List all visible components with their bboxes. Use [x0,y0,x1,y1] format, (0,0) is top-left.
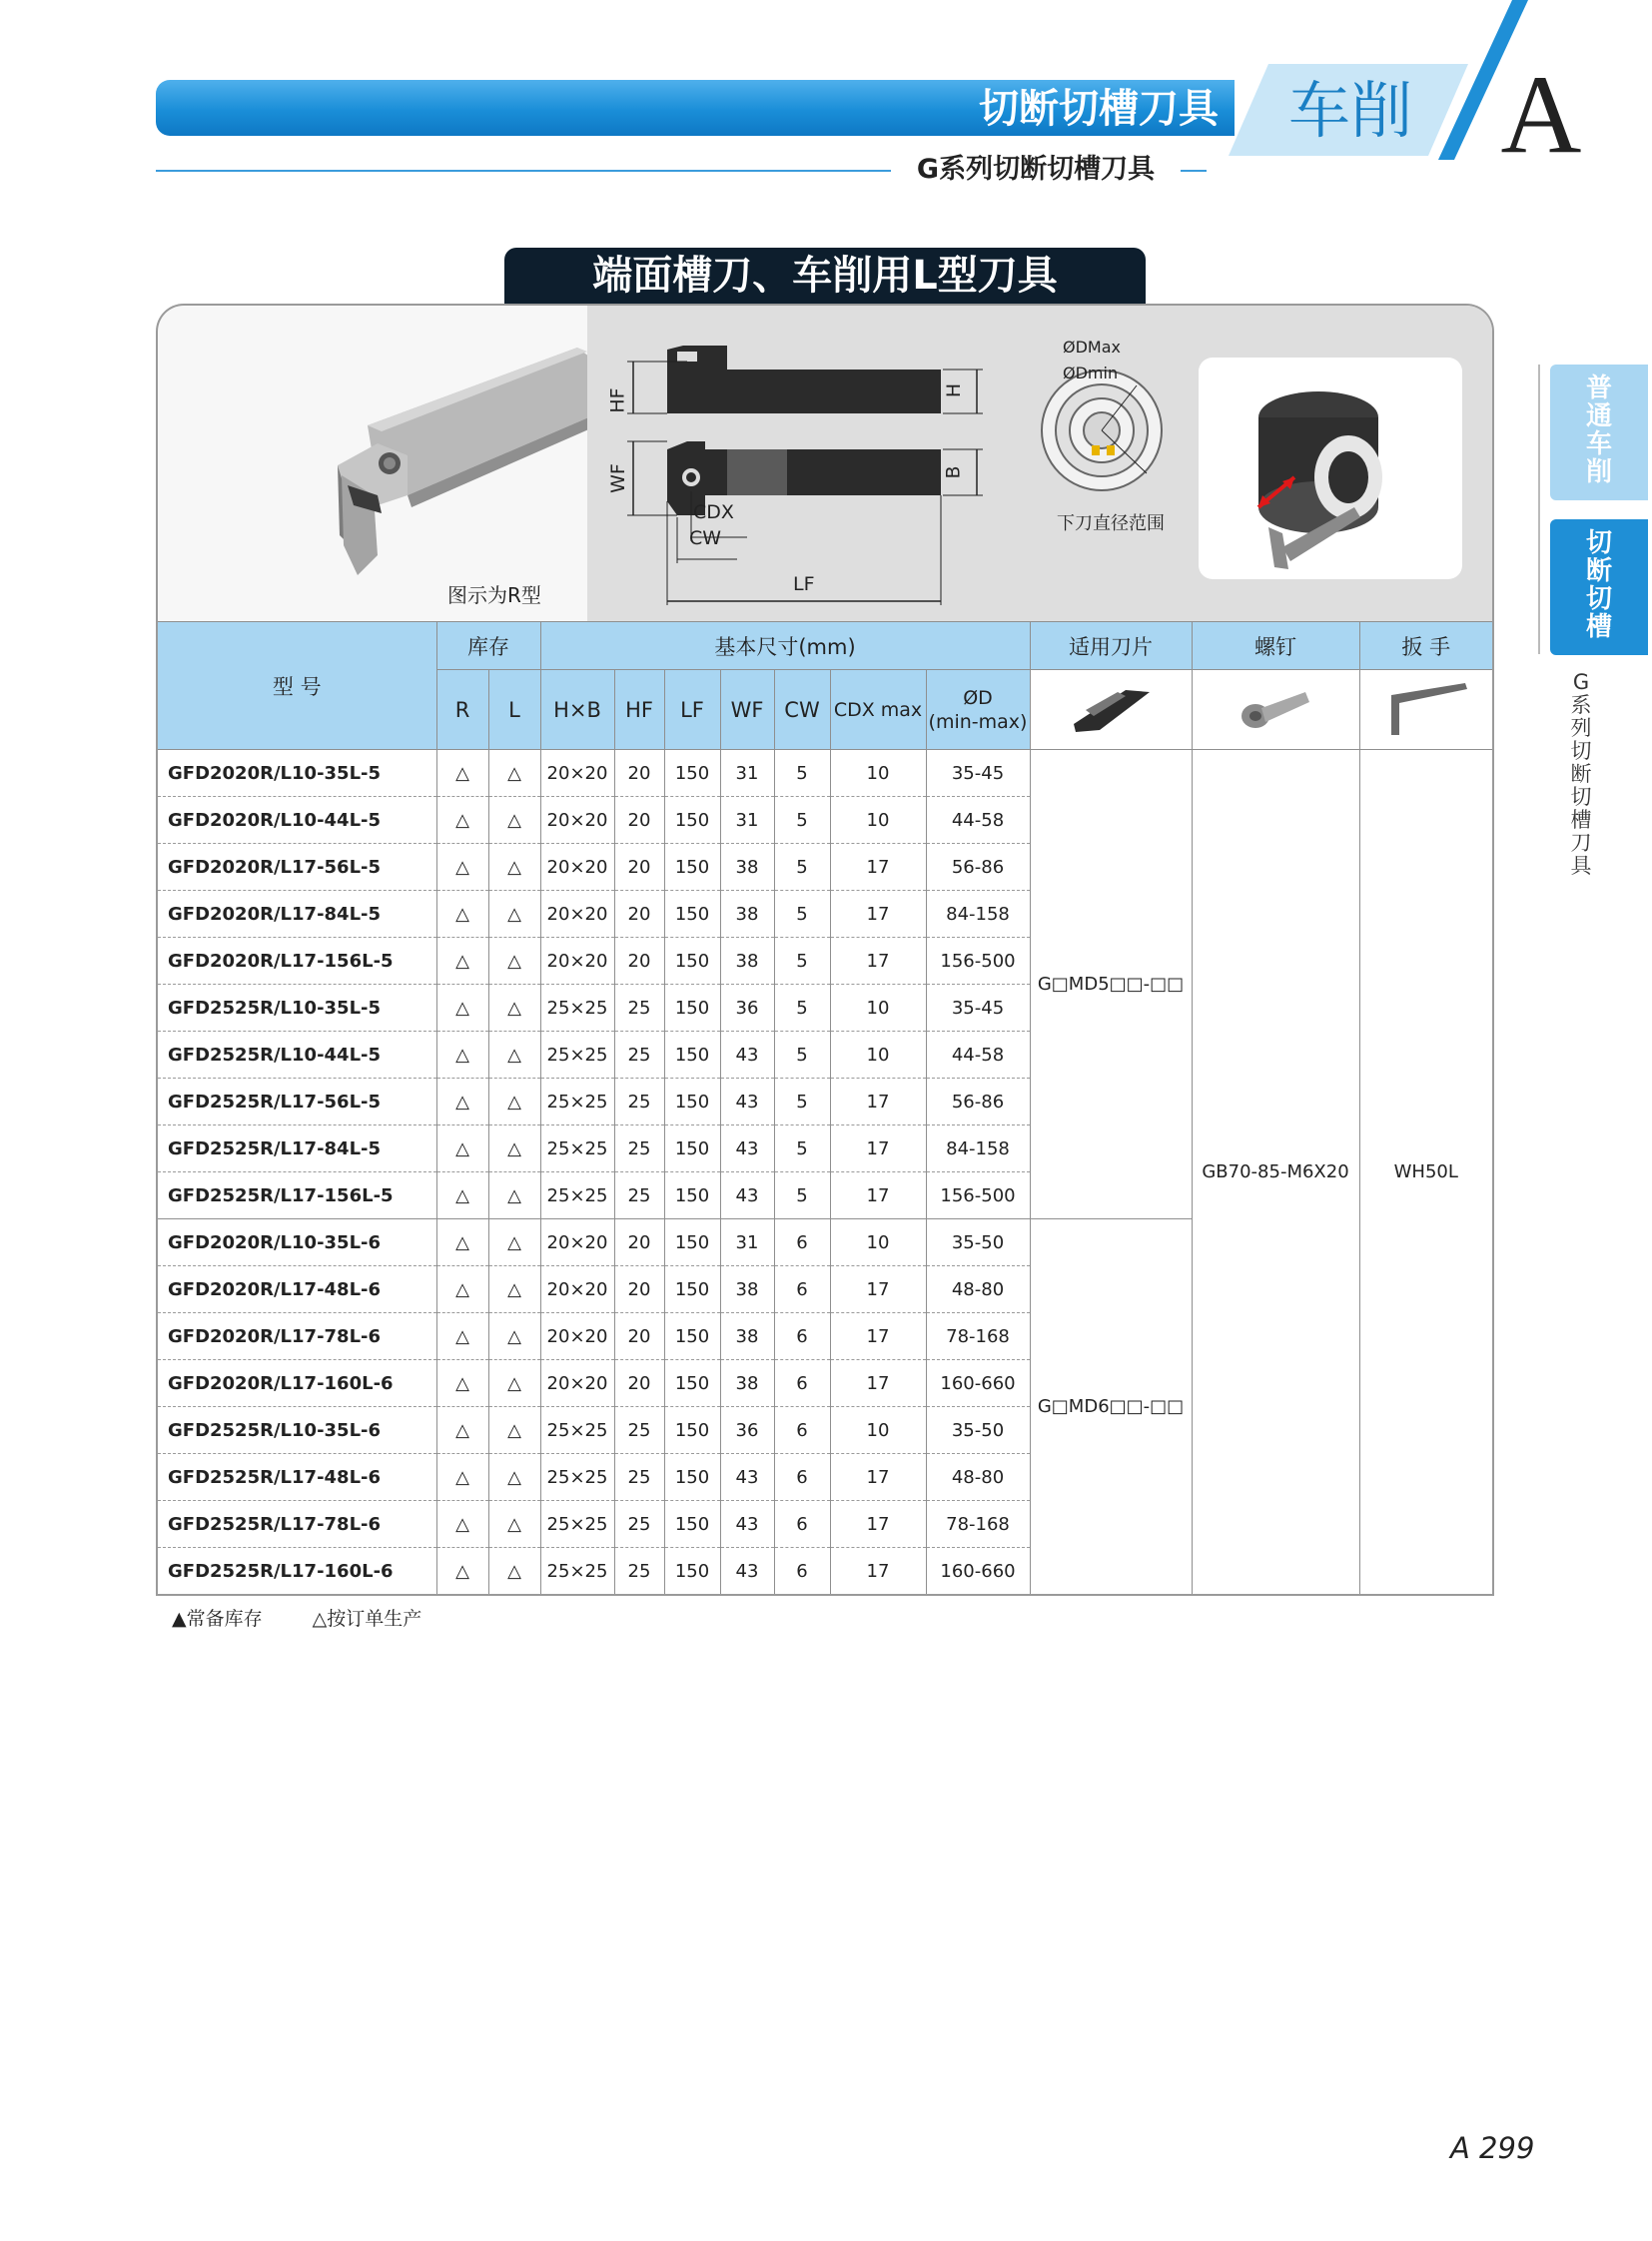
cdx-cell: 17 [830,938,926,985]
l-cell: △ [488,1501,540,1548]
model-cell: GFD2525R/L17-84L-5 [157,1125,436,1172]
model-cell: GFD2525R/L17-78L-6 [157,1501,436,1548]
page-subtitle: G系列切断切槽刀具 [891,150,1181,190]
page-title: 切断切槽刀具 [979,86,1219,132]
lf-cell: 150 [664,1125,720,1172]
model-cell: GFD2020R/L10-35L-6 [157,1219,436,1266]
l-cell: △ [488,1125,540,1172]
d-cell: 84-158 [926,1125,1030,1172]
wf-cell: 38 [720,844,774,891]
wrench-icon [1381,675,1471,739]
col-wf-header: WF [720,670,774,750]
hf-cell: 25 [614,1454,664,1501]
tool-holder-illustration [278,346,597,575]
d-cell: 35-50 [926,1407,1030,1454]
legend-order: △按订单生产 [312,1608,422,1630]
col-d-header [926,670,1030,750]
l-cell: △ [488,1266,540,1313]
screw-cell: GB70-85-M6X20 [1192,750,1359,1596]
wf-cell: 38 [720,891,774,938]
lf-cell: 150 [664,1219,720,1266]
model-cell: GFD2525R/L17-56L-5 [157,1079,436,1125]
wf-cell: 43 [720,1079,774,1125]
cdx-cell: 17 [830,1125,926,1172]
r-cell: △ [436,1313,488,1360]
legend [172,1604,465,1631]
insert-icon [1066,680,1156,734]
hxb-cell: 25×25 [540,1032,614,1079]
diameter-range-diagram [1037,366,1167,495]
hf-cell: 25 [614,1407,664,1454]
tab-grooving[interactable] [1550,519,1648,655]
r-cell: △ [436,750,488,797]
cw-cell: 5 [774,844,830,891]
hf-cell: 20 [614,891,664,938]
model-cell: GFD2525R/L10-35L-6 [157,1407,436,1454]
l-cell: △ [488,938,540,985]
cdx-cell: 17 [830,1266,926,1313]
side-caption: G系列切断切槽刀具 [1570,670,1592,878]
hf-cell: 25 [614,1125,664,1172]
table-row [157,750,1493,797]
col-hf-header: HF [614,670,664,750]
hf-cell: 20 [614,938,664,985]
col-screw-header: 螺钉 [1192,622,1359,670]
drawing-area [587,306,1492,623]
screw-image-cell [1192,670,1359,750]
l-cell: △ [488,985,540,1032]
wrench-image-cell [1359,670,1493,750]
cw-cell: 5 [774,1125,830,1172]
wf-cell: 43 [720,1125,774,1172]
hxb-cell: 20×20 [540,891,614,938]
hf-cell: 25 [614,1501,664,1548]
d-cell: 56-86 [926,844,1030,891]
model-cell: GFD2020R/L10-44L-5 [157,797,436,844]
col-stock-header: 库存 [436,622,540,670]
wf-cell: 38 [720,938,774,985]
dim-h-label: H [943,382,966,398]
cdx-cell: 10 [830,1219,926,1266]
d-cell: 48-80 [926,1266,1030,1313]
col-lf-header: LF [664,670,720,750]
col-insert-header: 适用刀片 [1030,622,1192,670]
l-cell: △ [488,1032,540,1079]
d-cell: 156-500 [926,938,1030,985]
insert-cell: G□MD6□□-□□ [1030,1219,1192,1596]
wf-cell: 31 [720,1219,774,1266]
model-cell: GFD2020R/L17-84L-5 [157,891,436,938]
lf-cell: 150 [664,797,720,844]
model-cell: GFD2525R/L17-160L-6 [157,1548,436,1596]
wf-cell: 38 [720,1266,774,1313]
range-caption: 下刀直径范围 [1057,513,1165,534]
col-hxb-header: H×B [540,670,614,750]
dim-cw-label: CW [689,527,722,549]
col-l-header: L [488,670,540,750]
col-dims-header: 基本尺寸(mm) [540,622,1030,670]
tab-divider [1538,365,1540,654]
l-cell: △ [488,1219,540,1266]
cdx-cell: 17 [830,1360,926,1407]
r-cell: △ [436,985,488,1032]
col-wrench-header: 扳 手 [1359,622,1493,670]
lf-cell: 150 [664,891,720,938]
hxb-cell: 20×20 [540,1219,614,1266]
r-cell: △ [436,1501,488,1548]
dim-cdx-label: CDX [693,501,734,523]
dim-b-label: B [942,465,965,479]
spec-table-body [157,750,1493,1596]
hxb-cell: 25×25 [540,1407,614,1454]
col-r-header: R [436,670,488,750]
hxb-cell: 25×25 [540,1548,614,1596]
r-cell: △ [436,1454,488,1501]
hxb-cell: 20×20 [540,844,614,891]
hf-cell: 20 [614,750,664,797]
col-d-symbol: ØD [963,686,993,709]
cdx-cell: 10 [830,1032,926,1079]
wf-cell: 36 [720,1407,774,1454]
r-cell: △ [436,1548,488,1596]
d-cell: 35-45 [926,985,1030,1032]
r-cell: △ [436,1172,488,1219]
cw-cell: 5 [774,891,830,938]
d-cell: 84-158 [926,891,1030,938]
lf-cell: 150 [664,1079,720,1125]
hf-cell: 25 [614,985,664,1032]
legend-stock: ▲常备库存 [172,1608,263,1630]
cw-cell: 5 [774,938,830,985]
l-cell: △ [488,1360,540,1407]
l-cell: △ [488,1454,540,1501]
tab-grooving-label: 切断切槽 [1585,528,1612,642]
hxb-cell: 20×20 [540,1360,614,1407]
hxb-cell: 25×25 [540,985,614,1032]
cdx-cell: 10 [830,797,926,844]
wf-cell: 38 [720,1313,774,1360]
r-cell: △ [436,1125,488,1172]
wf-cell: 31 [720,797,774,844]
hf-cell: 20 [614,1313,664,1360]
cw-cell: 6 [774,1266,830,1313]
l-cell: △ [488,750,540,797]
wf-cell: 36 [720,985,774,1032]
cw-cell: 5 [774,1172,830,1219]
figure-caption: 图示为R型 [447,583,541,607]
lf-cell: 150 [664,844,720,891]
hxb-cell: 20×20 [540,938,614,985]
wf-cell: 43 [720,1548,774,1596]
lf-cell: 150 [664,1501,720,1548]
cw-cell: 5 [774,797,830,844]
tab-general-turning[interactable] [1550,365,1648,500]
cw-cell: 6 [774,1407,830,1454]
cdx-cell: 10 [830,985,926,1032]
hxb-cell: 25×25 [540,1079,614,1125]
r-cell: △ [436,1079,488,1125]
d-cell: 160-660 [926,1548,1030,1596]
wf-cell: 43 [720,1032,774,1079]
model-cell: GFD2525R/L17-48L-6 [157,1454,436,1501]
dim-wf-label: WF [606,463,629,493]
model-cell: GFD2020R/L17-78L-6 [157,1313,436,1360]
l-cell: △ [488,1313,540,1360]
model-cell: GFD2020R/L17-156L-5 [157,938,436,985]
section-letter: A [1500,53,1582,177]
wf-cell: 38 [720,1360,774,1407]
lf-cell: 150 [664,750,720,797]
r-cell: △ [436,1219,488,1266]
hf-cell: 25 [614,1032,664,1079]
model-cell: GFD2020R/L17-56L-5 [157,844,436,891]
cw-cell: 6 [774,1360,830,1407]
cdx-cell: 17 [830,844,926,891]
model-cell: GFD2525R/L17-156L-5 [157,1172,436,1219]
r-cell: △ [436,938,488,985]
hxb-cell: 20×20 [540,750,614,797]
cdx-cell: 10 [830,750,926,797]
cw-cell: 5 [774,1079,830,1125]
hf-cell: 20 [614,797,664,844]
lf-cell: 150 [664,1313,720,1360]
cw-cell: 6 [774,1313,830,1360]
cw-cell: 6 [774,1219,830,1266]
lf-cell: 150 [664,1548,720,1596]
l-cell: △ [488,1548,540,1596]
hxb-cell: 25×25 [540,1172,614,1219]
lf-cell: 150 [664,1032,720,1079]
r-cell: △ [436,844,488,891]
d-cell: 44-58 [926,1032,1030,1079]
screw-icon [1236,682,1315,732]
r-cell: △ [436,891,488,938]
model-cell: GFD2020R/L10-35L-5 [157,750,436,797]
lf-cell: 150 [664,1172,720,1219]
hf-cell: 25 [614,1172,664,1219]
tab-general-turning-label: 普通车削 [1585,374,1612,487]
col-cdx-header: CDX max [830,670,926,750]
l-cell: △ [488,891,540,938]
hf-cell: 25 [614,1548,664,1596]
wf-cell: 43 [720,1454,774,1501]
wf-cell: 43 [720,1172,774,1219]
lf-cell: 150 [664,1407,720,1454]
d-cell: 160-660 [926,1360,1030,1407]
r-cell: △ [436,1407,488,1454]
cdx-cell: 17 [830,1548,926,1596]
hf-cell: 20 [614,1219,664,1266]
col-model-header: 型 号 [157,622,436,750]
col-cw-header: CW [774,670,830,750]
figure-panel [156,304,1494,623]
lf-cell: 150 [664,1454,720,1501]
hxb-cell: 25×25 [540,1454,614,1501]
model-cell: GFD2525R/L10-35L-5 [157,985,436,1032]
d-cell: 78-168 [926,1501,1030,1548]
cw-cell: 5 [774,985,830,1032]
page-number: A 299 [1450,2131,1535,2165]
d-cell: 44-58 [926,797,1030,844]
r-cell: △ [436,1266,488,1313]
spec-table [156,621,1494,1596]
wf-cell: 43 [720,1501,774,1548]
lf-cell: 150 [664,985,720,1032]
usage-photo [1199,358,1462,579]
cdx-cell: 17 [830,1501,926,1548]
hxb-cell: 20×20 [540,1266,614,1313]
cdx-cell: 17 [830,891,926,938]
l-cell: △ [488,1079,540,1125]
hxb-cell: 25×25 [540,1125,614,1172]
section-title: 端面槽刀、车削用L型刀具 [504,248,1146,304]
r-cell: △ [436,1032,488,1079]
dim-dmin-label: ØDmin [1063,364,1119,382]
wrench-usage-illustration [1199,358,1462,579]
hf-cell: 20 [614,1266,664,1313]
hf-cell: 20 [614,1360,664,1407]
hxb-cell: 20×20 [540,797,614,844]
d-cell: 156-500 [926,1172,1030,1219]
cdx-cell: 10 [830,1407,926,1454]
dim-hf-label: HF [606,387,629,413]
l-cell: △ [488,797,540,844]
insert-image-cell [1030,670,1192,750]
hxb-cell: 25×25 [540,1501,614,1548]
l-cell: △ [488,844,540,891]
lf-cell: 150 [664,1266,720,1313]
cw-cell: 5 [774,750,830,797]
cdx-cell: 17 [830,1079,926,1125]
d-cell: 35-45 [926,750,1030,797]
category-label: 车削 [1287,74,1412,147]
model-cell: GFD2020R/L17-160L-6 [157,1360,436,1407]
l-cell: △ [488,1407,540,1454]
l-cell: △ [488,1172,540,1219]
r-cell: △ [436,1360,488,1407]
lf-cell: 150 [664,938,720,985]
cdx-cell: 17 [830,1313,926,1360]
dim-dmax-label: ØDMax [1063,338,1121,357]
d-cell: 35-50 [926,1219,1030,1266]
cw-cell: 5 [774,1032,830,1079]
wf-cell: 31 [720,750,774,797]
hf-cell: 25 [614,1079,664,1125]
d-cell: 48-80 [926,1454,1030,1501]
cw-cell: 6 [774,1454,830,1501]
cw-cell: 6 [774,1548,830,1596]
model-cell: GFD2525R/L10-44L-5 [157,1032,436,1079]
insert-cell: G□MD5□□-□□ [1030,750,1192,1219]
r-cell: △ [436,797,488,844]
lf-cell: 150 [664,1360,720,1407]
dim-lf-label: LF [793,573,815,595]
cdx-cell: 17 [830,1454,926,1501]
d-cell: 78-168 [926,1313,1030,1360]
wrench-cell: WH50L [1359,750,1493,1596]
col-d-range: (min-max) [928,710,1028,733]
hxb-cell: 20×20 [540,1313,614,1360]
cdx-cell: 17 [830,1172,926,1219]
cw-cell: 6 [774,1501,830,1548]
hf-cell: 20 [614,844,664,891]
d-cell: 56-86 [926,1079,1030,1125]
model-cell: GFD2020R/L17-48L-6 [157,1266,436,1313]
